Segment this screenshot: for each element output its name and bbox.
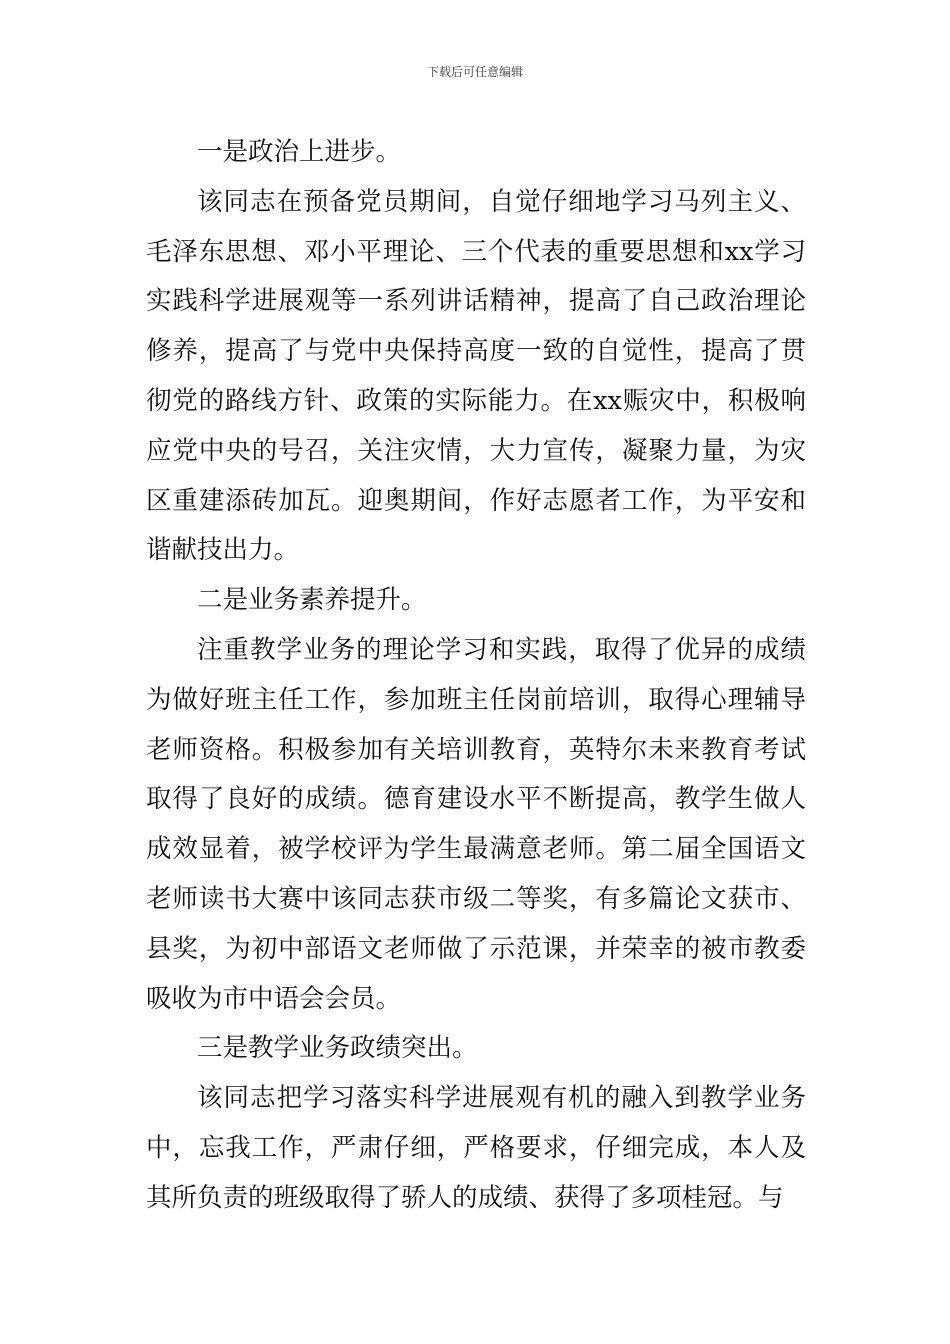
paragraph-political-progress: 该同志在预备党员期间，自觉仔细地学习马列主义、毛泽东思想、邓小平理论、三个代表的重要思想和xx学习实践科学进展观等一系列讲话精神，提高了自己政治理论修养，提高了与党中央保持高度一致的自觉性，提高了贯彻党的路线方针、政策的实际能力。在xx赈灾中，积极响应党中央的号召，关注灾情，大力宣传，凝聚力量，为灾区重建添砖加瓦。迎奥期间，作好志愿者工作，为平安和谐献技出力。 [146,186,806,566]
section-heading-professional: 二是业务素养提升。 [197,585,427,616]
paragraph-teaching-achievements: 该同志把学习落实科学进展观有机的融入到教学业务中，忘我工作，严肃仔细，严格要求，仔细完成，本人及其所负责的班级取得了骄人的成绩、获得了多项桂冠。与 [146,1083,806,1213]
section-heading-teaching: 三是教学业务政绩突出。 [197,1033,478,1064]
section-heading-political: 一是政治上进步。 [197,137,402,167]
paragraph-professional-quality: 注重教学业务的理论学习和实践，取得了优异的成绩为做好班主任工作，参加班主任岗前培训，取得心理辅导老师资格。积极参加有关培训教育，英特尔未来教育考试取得了良好的成绩。德育建设水平不断提高，教学生做人成效显着，被学校评为学生最满意老师。第二届全国语文老师读书大赛中该同志获市级二等奖，有多篇论文获市、县奖，为初中部语文老师做了示范课，并荣幸的被市教委吸收为市中语会会员。 [146,634,806,1014]
page-header-note: 下载后可任意编辑 [426,65,523,79]
document-body [146,128,806,1224]
